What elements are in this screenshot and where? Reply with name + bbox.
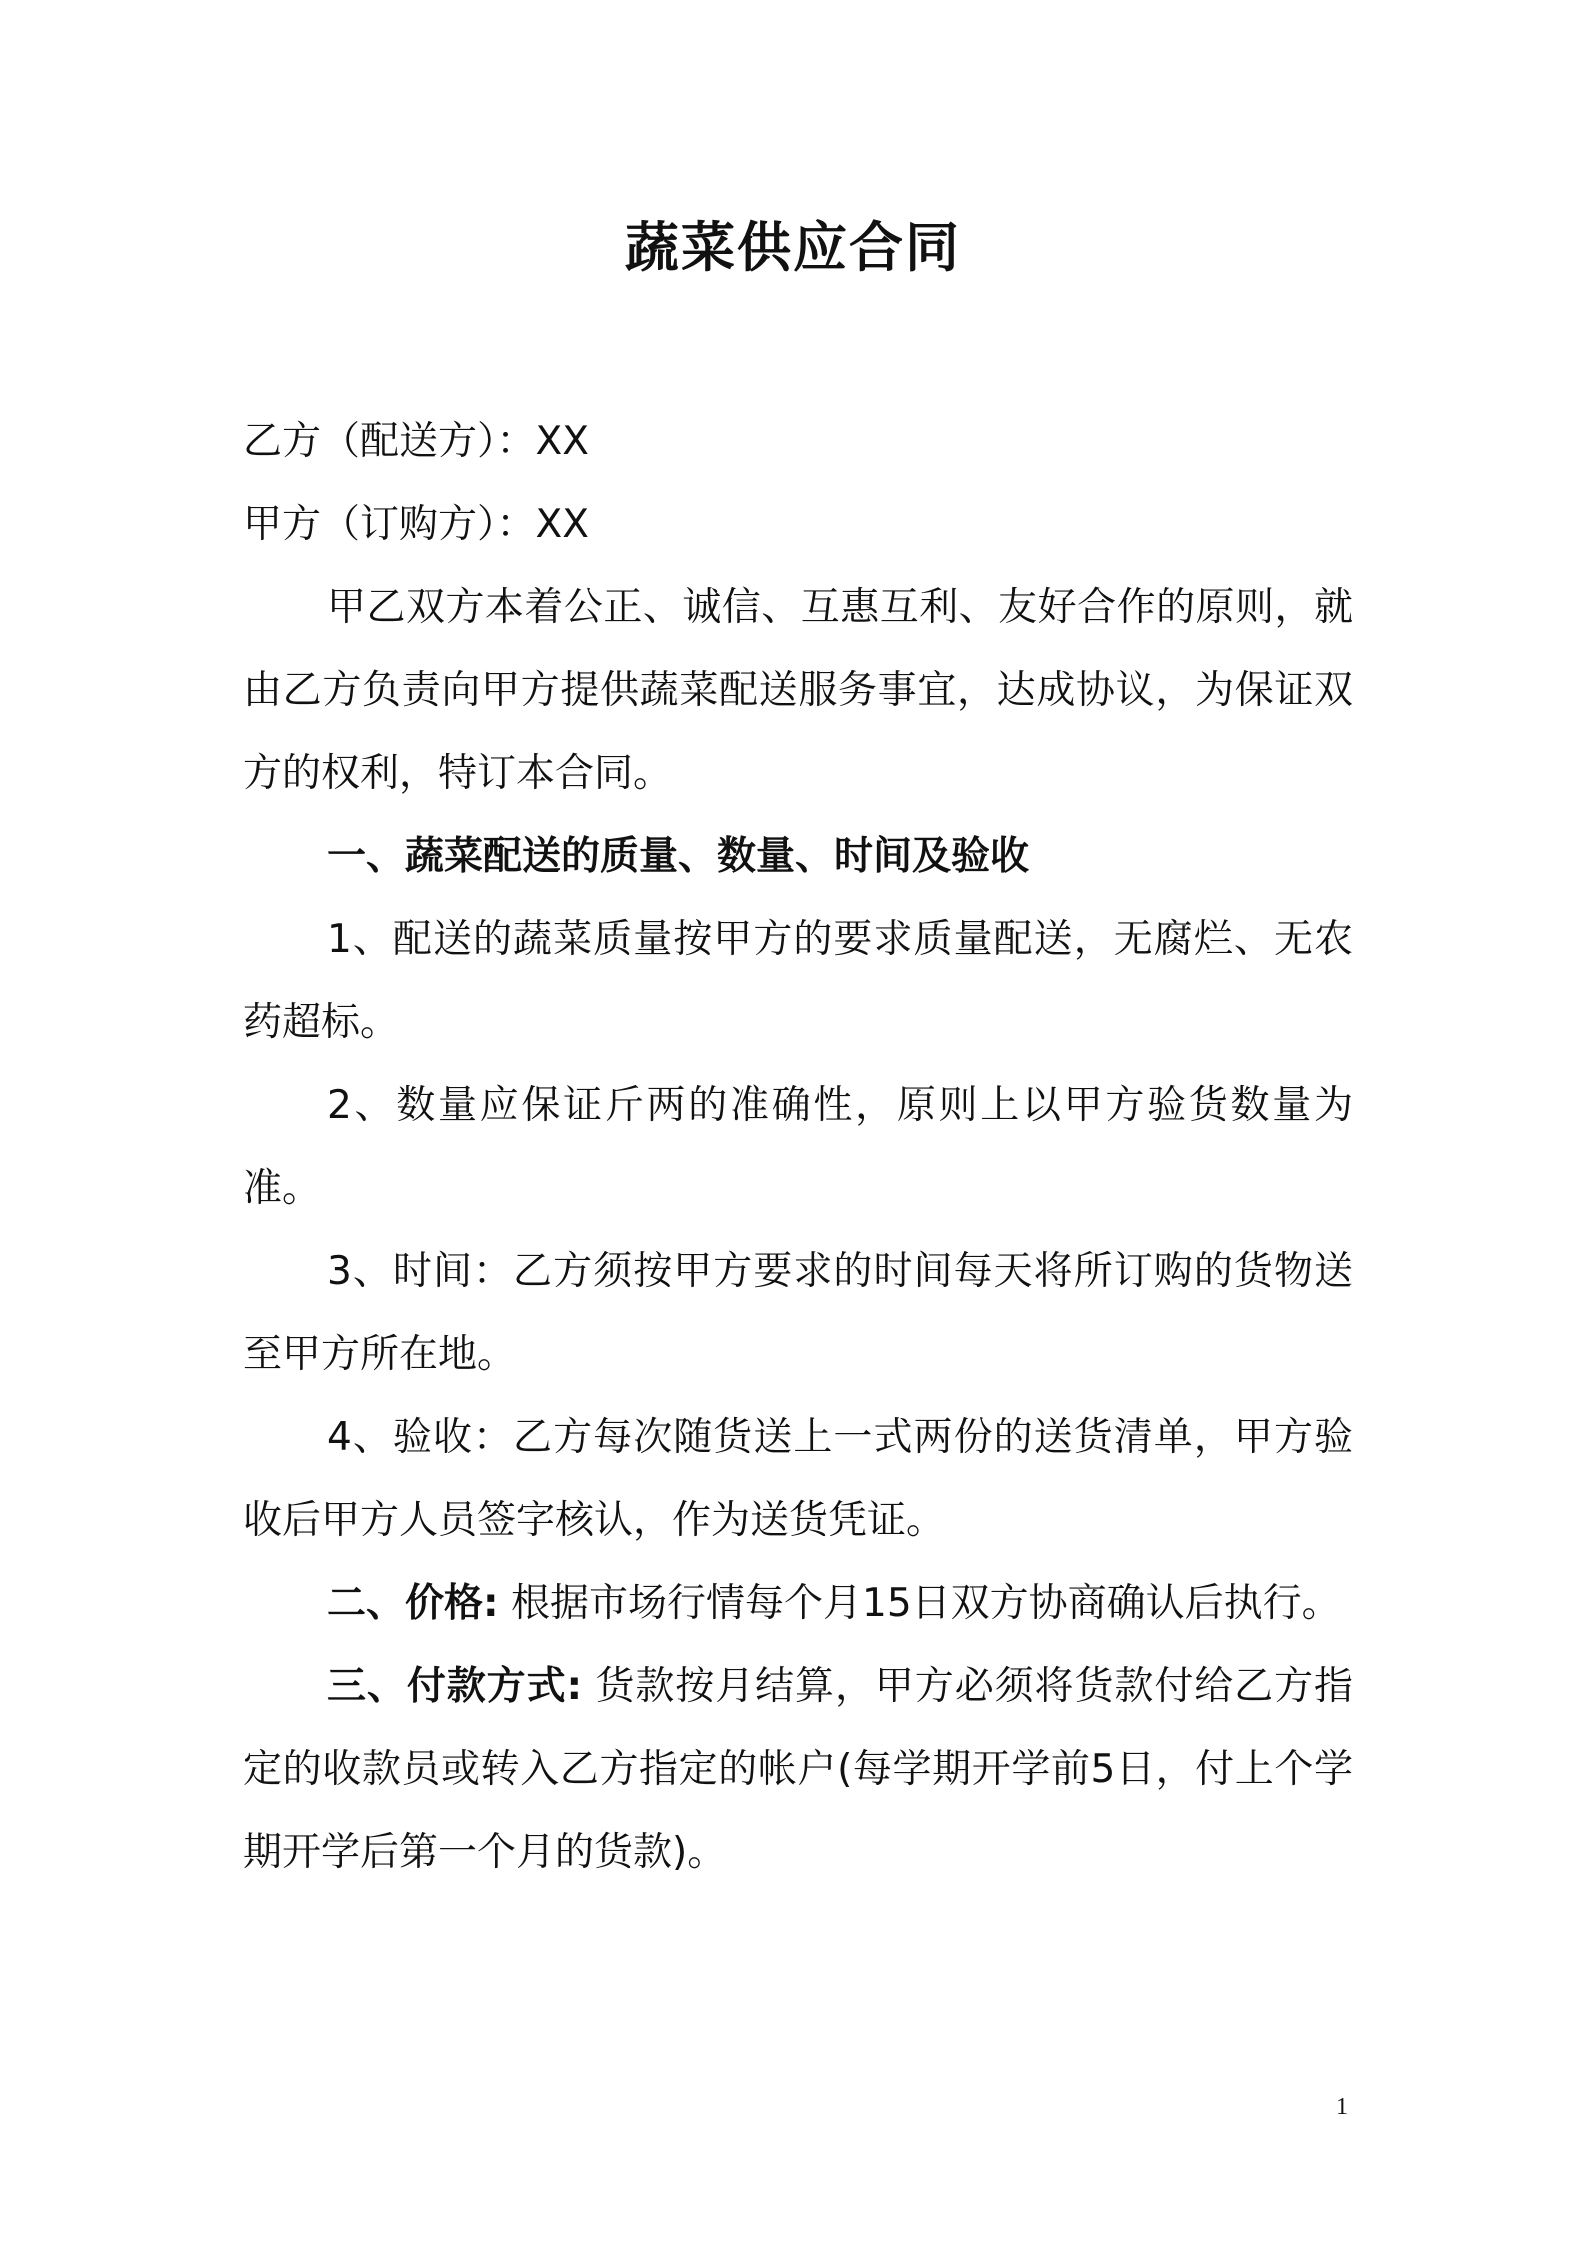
section3-heading: 三、付款方式: bbox=[327, 1664, 583, 1709]
section1-item-2: 2、数量应保证斤两的准确性，原则上以甲方验货数量为准。 bbox=[243, 1083, 1353, 1211]
section3-paragraph bbox=[243, 1645, 1353, 1894]
party-b-line: 乙方（配送方）：XX bbox=[243, 419, 589, 464]
page-number: 1 bbox=[1336, 2094, 1348, 2120]
section3-text: 货款按月结算，甲方必须将货款付给乙方指定的收款员或转入乙方指定的帐户(每学期开学前5日，付上个学期开学后第一个月的货款)。 bbox=[243, 1664, 1353, 1875]
section1-item-3: 3、时间：乙方须按甲方要求的时间每天将所订购的货物送至甲方所在地。 bbox=[243, 1249, 1353, 1377]
section1-item-1: 1、配送的蔬菜质量按甲方的要求质量配送，无腐烂、无农药超标。 bbox=[243, 917, 1353, 1045]
section2-heading: 二、价格: bbox=[327, 1581, 499, 1626]
party-a-line: 甲方（订购方）：XX bbox=[243, 502, 589, 547]
section1-item-4: 4、验收：乙方每次随货送上一式两份的送货清单，甲方验收后甲方人员签字核认，作为送货凭证。 bbox=[243, 1415, 1353, 1543]
preamble-paragraph: 甲乙双方本着公正、诚信、互惠互利、友好合作的原则，就由乙方负责向甲方提供蔬菜配送服务事宜，达成协议，为保证双方的权利，特订本合同。 bbox=[243, 585, 1353, 796]
section2-paragraph bbox=[243, 1562, 1353, 1645]
section1-heading: 一、蔬菜配送的质量、数量、时间及验收 bbox=[327, 834, 1030, 879]
section2-text: 根据市场行情每个月15日双方协商确认后执行。 bbox=[498, 1581, 1341, 1626]
document-body bbox=[243, 400, 1353, 1894]
document-title: 蔬菜供应合同 bbox=[625, 216, 961, 279]
